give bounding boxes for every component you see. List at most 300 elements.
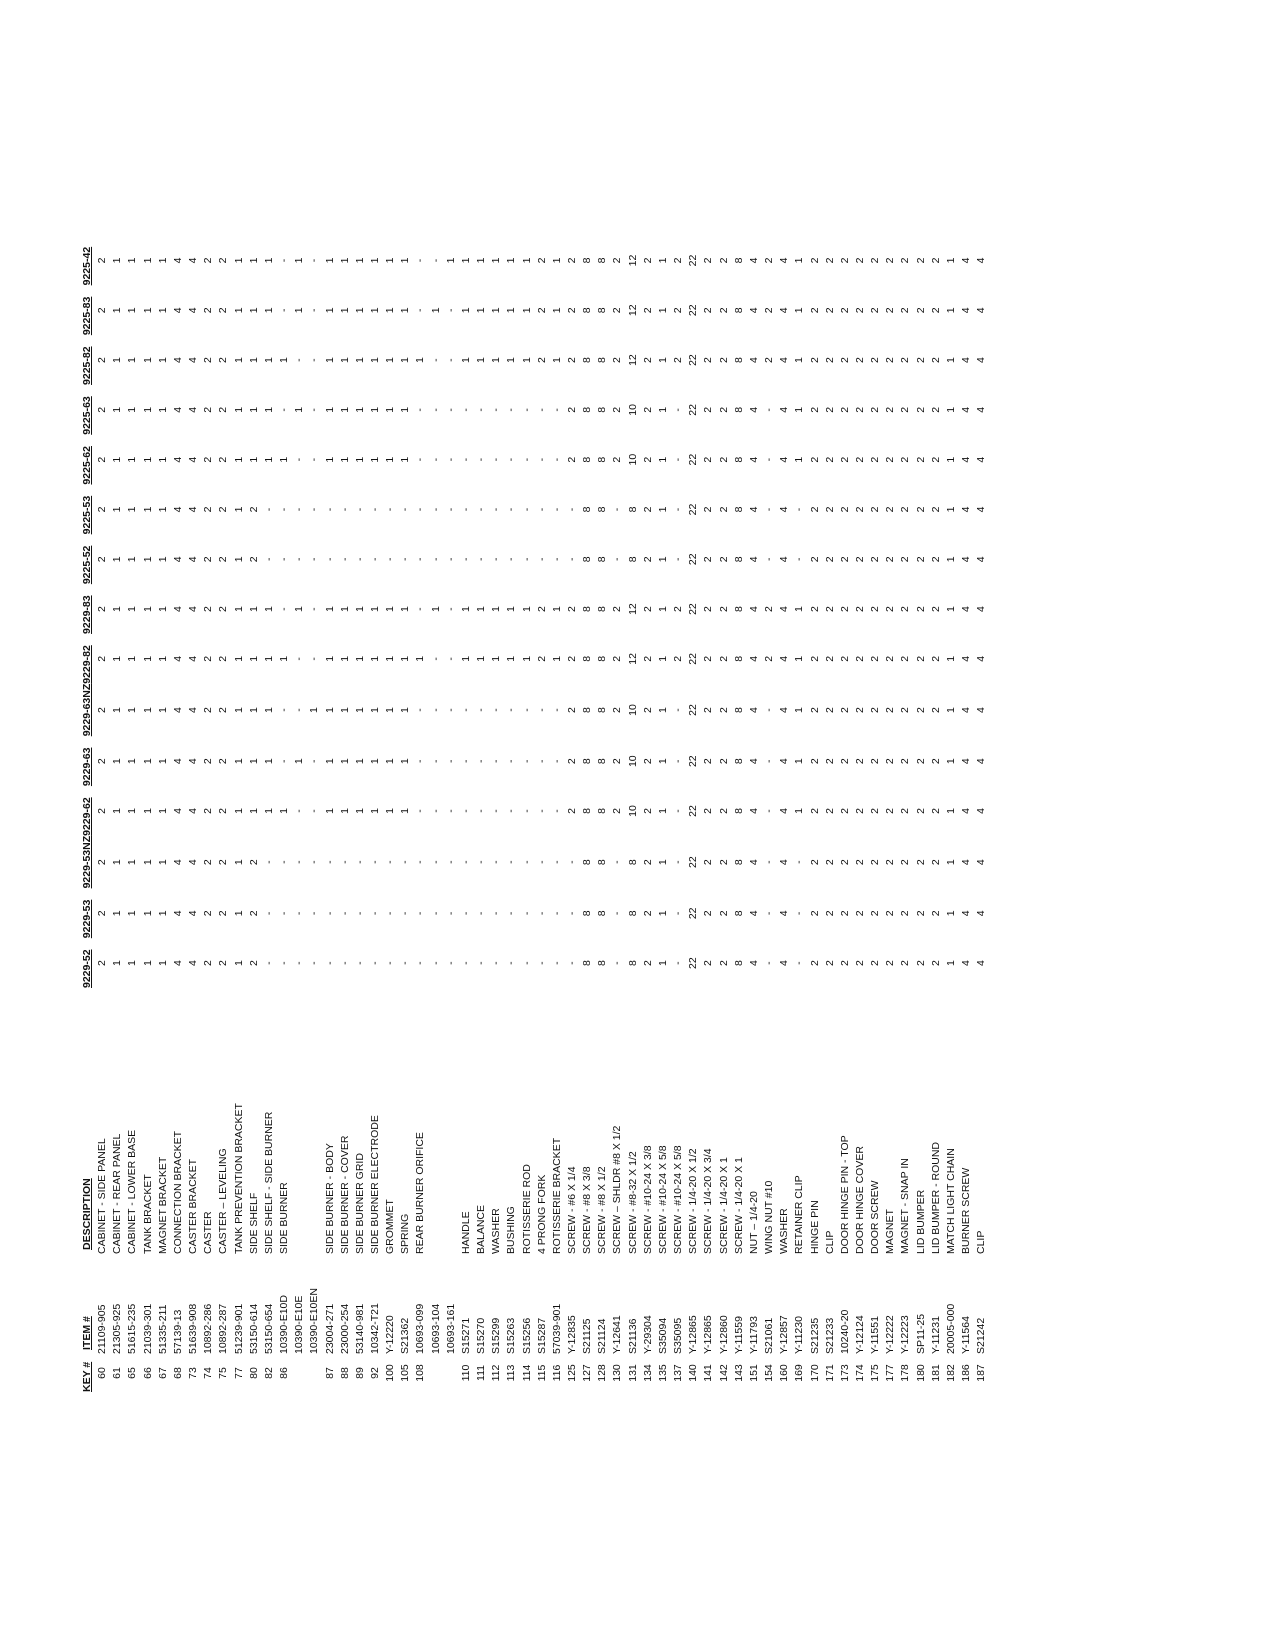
quantity-cell: 1	[338, 758, 351, 765]
quantity-cell: 2	[641, 910, 654, 917]
quantity-cell: -	[535, 911, 548, 916]
quantity-cell: 2	[823, 307, 836, 314]
quantity-cell: 1	[111, 406, 124, 413]
quantity-cell: 2	[96, 707, 109, 713]
quantity-cell: -	[293, 507, 306, 512]
quantity-cell: 2	[702, 506, 715, 513]
quantity-cell: -	[672, 759, 685, 763]
quantity-cell: 1	[384, 808, 397, 814]
quantity-cell: -	[520, 911, 533, 916]
quantity-cell: 2	[853, 606, 866, 612]
description-cell: DOOR SCREW	[869, 1180, 882, 1254]
quantity-cell: 2	[869, 960, 882, 967]
quantity-cell: -	[384, 557, 397, 562]
quantity-cell: -	[550, 557, 563, 562]
item-number-cell: S21124	[596, 1318, 609, 1354]
key-number-cell: 143	[732, 1364, 745, 1382]
quantity-cell: 4	[187, 758, 200, 765]
quantity-cell: 1	[399, 707, 412, 713]
quantity-cell: 8	[596, 910, 609, 917]
quantity-cell: 2	[717, 859, 730, 866]
table-row	[777, 236, 792, 1392]
quantity-cell: -	[323, 507, 336, 512]
quantity-cell: 2	[823, 456, 836, 463]
quantity-cell: 1	[656, 859, 669, 866]
quantity-cell: 1	[793, 307, 806, 314]
quantity-cell: 2	[884, 808, 897, 814]
quantity-cell: 1	[126, 257, 139, 264]
quantity-cell: 1	[793, 655, 806, 662]
quantity-cell: 4	[975, 758, 988, 765]
quantity-cell: 2	[823, 960, 836, 967]
quantity-cell: 2	[96, 307, 109, 314]
description-cell: CABINET - LOWER BASE	[126, 1129, 139, 1254]
description-cell: REAR BURNER ORIFICE	[414, 1132, 427, 1254]
quantity-cell: 8	[596, 556, 609, 563]
item-number-cell: Y-12865	[687, 1315, 700, 1354]
quantity-cell: 2	[717, 506, 730, 513]
quantity-cell: 2	[217, 655, 230, 662]
description-cell: SCREW - #8 X 1/2	[596, 1166, 609, 1254]
quantity-cell: -	[414, 557, 427, 562]
quantity-cell: 1	[232, 910, 245, 917]
table-row	[489, 236, 504, 1392]
quantity-cell: -	[338, 961, 351, 965]
quantity-cell: 1	[126, 707, 139, 713]
quantity-cell: 1	[656, 357, 669, 363]
description-cell: BALANCE	[475, 1204, 488, 1254]
quantity-cell: 2	[611, 808, 624, 814]
table-row	[883, 236, 898, 1392]
quantity-cell: 22	[687, 704, 700, 716]
quantity-cell: -	[278, 759, 291, 763]
quantity-cell: -	[793, 557, 806, 562]
quantity-cell: 1	[414, 357, 427, 363]
quantity-cell: -	[308, 911, 321, 916]
quantity-cell: 2	[808, 456, 821, 463]
quantity-cell: -	[308, 258, 321, 263]
quantity-cell: -	[550, 860, 563, 864]
quantity-cell: 2	[217, 456, 230, 463]
item-number-cell: 10390-E10D	[278, 1295, 291, 1354]
quantity-cell: 1	[520, 655, 533, 662]
quantity-cell: 4	[187, 655, 200, 662]
quantity-cell: 1	[111, 357, 124, 363]
quantity-cell: -	[293, 557, 306, 562]
table-row	[292, 236, 307, 1392]
quantity-cell: 2	[823, 357, 836, 363]
quantity-cell: 2	[96, 758, 109, 765]
table-row	[323, 236, 338, 1392]
quantity-cell: 2	[717, 808, 730, 814]
quantity-cell: 2	[853, 960, 866, 967]
quantity-cell: -	[338, 911, 351, 916]
table-row	[565, 236, 580, 1392]
table-row	[747, 236, 762, 1392]
quantity-cell: 2	[611, 357, 624, 363]
quantity-cell: 4	[747, 606, 760, 612]
description-cell: TANK PREVENTION BRACKET	[232, 1103, 245, 1254]
quantity-cell: -	[414, 860, 427, 864]
quantity-cell: -	[444, 457, 457, 462]
item-number-cell: Y-12223	[899, 1315, 912, 1354]
quantity-cell: 1	[141, 758, 154, 765]
quantity-cell: -	[611, 860, 624, 864]
quantity-cell: -	[475, 911, 488, 916]
quantity-cell: 4	[975, 506, 988, 513]
quantity-cell: 1	[141, 406, 154, 413]
item-number-cell: S15256	[520, 1317, 533, 1354]
item-number-cell: 10693-099	[414, 1303, 427, 1354]
key-number-cell: 113	[505, 1364, 518, 1382]
quantity-cell: 1	[156, 456, 169, 463]
quantity-cell: 2	[823, 655, 836, 662]
quantity-cell: -	[611, 557, 624, 562]
description-cell: CASTER – LEVELING	[217, 1148, 230, 1254]
quantity-cell: 1	[323, 758, 336, 765]
quantity-cell: 4	[975, 456, 988, 463]
quantity-cell: -	[444, 507, 457, 512]
quantity-cell: 22	[687, 755, 700, 768]
quantity-cell: -	[490, 809, 503, 813]
quantity-cell: 2	[702, 910, 715, 917]
item-number-cell: 53150-614	[247, 1303, 260, 1354]
quantity-cell: -	[672, 408, 685, 412]
quantity-cell: 2	[763, 655, 776, 662]
quantity-cell: 2	[929, 307, 942, 314]
quantity-cell: 1	[475, 655, 488, 662]
key-number-cell	[444, 1354, 459, 1392]
quantity-cell: 1	[232, 655, 245, 662]
quantity-cell: 4	[171, 707, 184, 713]
key-number-cell: 80	[247, 1367, 260, 1379]
quantity-cell: 1	[944, 960, 957, 967]
quantity-cell: -	[414, 457, 427, 462]
quantity-cell: 2	[808, 357, 821, 363]
quantity-cell: 1	[247, 606, 260, 612]
quantity-cell: 2	[914, 960, 927, 967]
quantity-cell: 4	[747, 960, 760, 967]
quantity-cell: -	[672, 809, 685, 813]
table-row	[656, 236, 671, 1392]
quantity-cell: 4	[778, 556, 791, 563]
quantity-cell: 1	[323, 257, 336, 264]
quantity-cell: 1	[126, 506, 139, 513]
quantity-cell: -	[308, 860, 321, 864]
quantity-cell: 2	[899, 606, 912, 612]
quantity-cell: 4	[187, 456, 200, 463]
quantity-cell: 4	[187, 606, 200, 612]
key-number-cell: 141	[702, 1364, 715, 1382]
quantity-cell: 2	[641, 406, 654, 413]
item-number-cell: Y-11551	[869, 1316, 882, 1354]
model-header: 9229-63	[81, 747, 93, 787]
quantity-cell: 2	[717, 655, 730, 662]
quantity-cell: -	[429, 258, 442, 263]
quantity-cell: 1	[247, 307, 260, 314]
quantity-cell: 1	[944, 606, 957, 612]
key-number-cell: 75	[217, 1367, 230, 1379]
quantity-cell: -	[444, 557, 457, 562]
quantity-cell: 2	[96, 406, 109, 413]
quantity-cell: -	[672, 457, 685, 462]
quantity-cell: 2	[641, 758, 654, 765]
quantity-cell: -	[505, 961, 518, 965]
quantity-cell: -	[672, 507, 685, 512]
description-cell: SPRING	[399, 1213, 412, 1254]
description-cell: SIDE BURNER	[278, 1182, 291, 1254]
key-number-cell: 108	[414, 1364, 427, 1382]
quantity-cell: -	[368, 911, 381, 916]
quantity-cell: 1	[656, 506, 669, 513]
quantity-cell: 2	[838, 808, 851, 814]
quantity-cell: 2	[535, 257, 548, 264]
key-number-cell: 160	[778, 1364, 791, 1382]
quantity-cell: -	[459, 708, 472, 712]
quantity-cell: -	[475, 507, 488, 512]
quantity-cell: -	[566, 507, 578, 512]
quantity-cell: 4	[960, 456, 973, 463]
quantity-cell: 2	[899, 406, 912, 413]
quantity-cell: -	[308, 457, 321, 462]
quantity-cell: -	[535, 809, 548, 813]
quantity-cell: 2	[929, 808, 942, 814]
quantity-cell: 1	[353, 406, 366, 413]
description-cell: MAGNET - SNAP IN	[899, 1158, 912, 1254]
quantity-cell: 2	[672, 606, 685, 612]
quantity-cell: 4	[187, 859, 200, 866]
quantity-cell: 1	[459, 257, 472, 264]
quantity-cell: 2	[914, 655, 927, 662]
quantity-cell: 1	[323, 606, 336, 612]
quantity-cell: 2	[566, 257, 578, 264]
quantity-cell: 2	[763, 307, 776, 314]
quantity-cell: 2	[884, 655, 897, 662]
quantity-cell: 1	[126, 859, 139, 866]
quantity-cell: -	[520, 961, 533, 965]
table-row	[125, 236, 140, 1392]
quantity-cell: 2	[641, 556, 654, 563]
quantity-cell: 2	[611, 655, 624, 662]
quantity-cell: 2	[869, 808, 882, 814]
quantity-cell: 4	[171, 506, 184, 513]
quantity-cell: -	[550, 911, 563, 916]
quantity-cell: -	[475, 809, 488, 813]
quantity-cell: 2	[853, 406, 866, 413]
quantity-cell: 2	[702, 357, 715, 363]
table-row	[535, 236, 550, 1392]
quantity-cell: 2	[202, 960, 215, 967]
quantity-cell: 1	[247, 406, 260, 413]
quantity-cell: 2	[672, 357, 685, 363]
quantity-cell: 8	[581, 406, 594, 413]
quantity-cell: 1	[232, 506, 245, 513]
quantity-cell: -	[444, 308, 457, 313]
quantity-cell: -	[429, 759, 442, 763]
quantity-cell: 1	[262, 307, 275, 314]
description-cell: ROTISSERIE ROD	[520, 1164, 533, 1254]
quantity-cell: -	[444, 961, 457, 965]
quantity-cell: 1	[944, 707, 957, 713]
quantity-cell: 2	[717, 556, 730, 563]
key-number-cell: 140	[687, 1364, 700, 1382]
table-row	[520, 236, 535, 1392]
quantity-cell: 8	[732, 456, 745, 463]
quantity-cell: 8	[581, 307, 594, 314]
quantity-cell: 2	[96, 556, 109, 563]
quantity-cell: 4	[778, 506, 791, 513]
key-number-cell: 128	[596, 1364, 609, 1382]
quantity-cell: 1	[126, 960, 139, 967]
quantity-cell: -	[278, 557, 291, 562]
quantity-cell: 1	[384, 758, 397, 765]
quantity-cell: 2	[853, 859, 866, 866]
item-number-cell: 10892-287	[217, 1303, 230, 1354]
quantity-cell: 2	[217, 506, 230, 513]
quantity-cell: 1	[156, 556, 169, 563]
quantity-cell: 2	[823, 859, 836, 866]
item-number-cell: 10892-286	[202, 1303, 215, 1354]
quantity-cell: 1	[656, 960, 669, 967]
quantity-cell: -	[429, 457, 442, 462]
table-row	[792, 236, 807, 1392]
quantity-cell: 2	[914, 758, 927, 765]
item-number-cell: 23000-254	[338, 1303, 351, 1354]
quantity-cell: 2	[96, 606, 109, 612]
quantity-cell: -	[505, 911, 518, 916]
quantity-cell: 2	[914, 910, 927, 917]
quantity-cell: 1	[262, 758, 275, 765]
quantity-cell: 4	[171, 655, 184, 662]
table-body	[95, 236, 989, 1392]
quantity-cell: 1	[232, 456, 245, 463]
quantity-cell: 2	[808, 910, 821, 917]
quantity-cell: -	[414, 961, 427, 965]
quantity-cell: 1	[368, 707, 381, 713]
quantity-cell: 8	[732, 556, 745, 563]
quantity-cell: -	[384, 961, 397, 965]
quantity-cell: 1	[323, 406, 336, 413]
quantity-cell: 4	[171, 960, 184, 967]
key-number-cell: 116	[550, 1364, 563, 1382]
quantity-cell: 1	[232, 307, 245, 314]
table-row	[444, 236, 459, 1392]
table-row	[186, 236, 201, 1392]
table-row	[398, 236, 413, 1392]
quantity-cell: 1	[550, 655, 563, 662]
key-number-cell: 60	[96, 1367, 109, 1379]
quantity-cell: 2	[823, 606, 836, 612]
quantity-cell: 2	[202, 910, 215, 917]
quantity-cell: -	[429, 911, 442, 916]
quantity-cell: 4	[975, 606, 988, 612]
quantity-cell: 8	[596, 406, 609, 413]
quantity-cell: 1	[338, 357, 351, 363]
description-cell: SCREW - #10-24 X 3/8	[641, 1145, 654, 1254]
quantity-cell: 22	[687, 304, 700, 317]
quantity-cell: 2	[823, 406, 836, 413]
item-number-cell: Y-11231	[929, 1316, 942, 1354]
quantity-cell: 2	[535, 606, 548, 612]
quantity-cell: 1	[338, 655, 351, 662]
key-number-cell: 100	[384, 1364, 397, 1382]
key-number-cell: 137	[672, 1364, 685, 1382]
quantity-cell: 1	[399, 655, 412, 662]
quantity-cell: -	[338, 507, 351, 512]
quantity-cell: 2	[884, 556, 897, 563]
key-number-cell: 151	[747, 1364, 760, 1382]
quantity-cell: 2	[823, 556, 836, 563]
quantity-cell: -	[384, 860, 397, 864]
quantity-cell: 1	[505, 655, 518, 662]
item-number-cell: S21233	[823, 1317, 836, 1354]
description-cell: SIDE SHELF - SIDE BURNER	[262, 1111, 275, 1254]
quantity-cell: 8	[732, 859, 745, 866]
item-number-cell: S15287	[535, 1317, 548, 1354]
quantity-cell: 8	[596, 506, 609, 513]
quantity-cell: 2	[717, 606, 730, 612]
quantity-cell: -	[763, 961, 776, 965]
quantity-cell: 1	[141, 960, 154, 967]
quantity-cell: -	[550, 457, 563, 462]
quantity-cell: 1	[944, 257, 957, 264]
quantity-cell: 2	[884, 606, 897, 612]
description-cell: BURNER SCREW	[960, 1167, 973, 1254]
quantity-cell: 1	[793, 707, 806, 713]
quantity-cell: -	[550, 507, 563, 512]
quantity-cell: 1	[111, 456, 124, 463]
quantity-cell: 2	[217, 859, 230, 866]
description-cell	[292, 988, 307, 1254]
description-cell: CASTER	[202, 1211, 215, 1254]
quantity-cell: 1	[399, 257, 412, 264]
quantity-cell: 12	[626, 603, 639, 615]
item-number-cell: S21136	[626, 1318, 639, 1354]
quantity-cell: -	[278, 911, 291, 916]
quantity-cell: 1	[308, 707, 321, 713]
key-number-cell: 171	[823, 1364, 836, 1382]
model-header: 9229-53NZ	[81, 835, 93, 889]
key-number-cell: 115	[535, 1364, 548, 1382]
table-row	[550, 236, 565, 1392]
table-row	[898, 236, 913, 1392]
quantity-cell: 2	[884, 406, 897, 413]
quantity-cell: 8	[596, 257, 609, 264]
item-number-cell: S21235	[808, 1317, 821, 1354]
quantity-cell: 1	[944, 406, 957, 413]
quantity-cell: 8	[732, 960, 745, 967]
item-number-cell: 21305-925	[111, 1303, 124, 1354]
key-number-cell: 131	[626, 1364, 639, 1382]
quantity-cell: -	[429, 408, 442, 412]
quantity-cell: 1	[278, 808, 291, 814]
item-number-cell: 51615-235	[126, 1303, 139, 1354]
quantity-cell: -	[429, 657, 442, 661]
quantity-cell: 1	[111, 556, 124, 563]
quantity-cell: 2	[702, 556, 715, 563]
quantity-cell: 2	[247, 960, 260, 967]
key-number-cell: 187	[975, 1364, 988, 1382]
quantity-cell: 2	[899, 506, 912, 513]
quantity-cell: 8	[596, 707, 609, 713]
quantity-cell: 2	[217, 556, 230, 563]
quantity-cell: 4	[747, 655, 760, 662]
quantity-cell: 1	[475, 307, 488, 314]
quantity-cell: 4	[171, 758, 184, 765]
quantity-cell: 1	[399, 758, 412, 765]
quantity-cell: 8	[581, 655, 594, 662]
quantity-cell: 2	[869, 357, 882, 363]
